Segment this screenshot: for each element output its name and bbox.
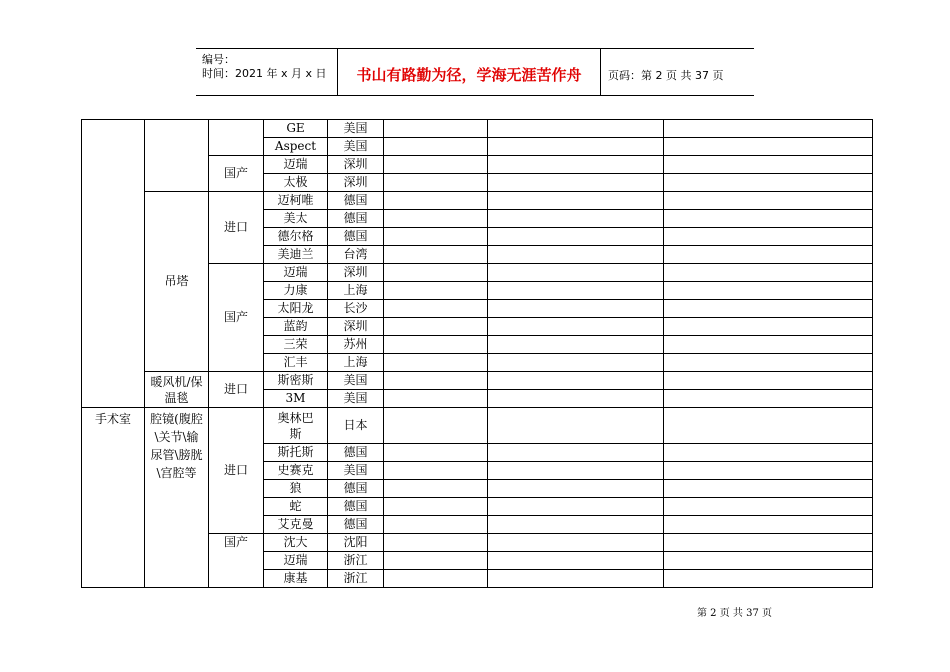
empty-cell: [664, 570, 873, 588]
empty-cell: [384, 498, 488, 516]
empty-cell: [488, 444, 664, 462]
brand-cell: Aspect: [264, 138, 328, 156]
place-cell: 台湾: [328, 246, 384, 264]
brand-cell: 康基: [264, 570, 328, 588]
empty-cell: [664, 318, 873, 336]
place-cell: 苏州: [328, 336, 384, 354]
origin-cell: 国产: [209, 264, 264, 372]
empty-cell: [664, 534, 873, 552]
place-cell: 深圳: [328, 174, 384, 192]
brand-cell: 汇丰: [264, 354, 328, 372]
empty-cell: [488, 156, 664, 174]
place-cell: 浙江: [328, 552, 384, 570]
brand-cell: 太极: [264, 174, 328, 192]
empty-cell: [664, 498, 873, 516]
category-cell: 吊塔: [145, 192, 209, 372]
empty-cell: [664, 354, 873, 372]
brand-cell: 迈瑞: [264, 264, 328, 282]
empty-cell: [488, 408, 664, 444]
category-cell: 腔镜(腹腔\关节\输尿管\膀胱\宫腔等: [145, 408, 209, 588]
brand-cell: 斯密斯: [264, 372, 328, 390]
place-cell: 上海: [328, 354, 384, 372]
category-cell: 暖风机/保温毯: [145, 372, 209, 408]
origin-cell: 进口: [209, 192, 264, 264]
empty-cell: [664, 282, 873, 300]
brand-cell: 美太: [264, 210, 328, 228]
empty-cell: [488, 246, 664, 264]
equipment-table: [81, 119, 873, 588]
empty-cell: [664, 120, 873, 138]
brand-cell: 蓝韵: [264, 318, 328, 336]
place-cell: 德国: [328, 498, 384, 516]
brand-cell: 沈大: [264, 534, 328, 552]
empty-cell: [384, 228, 488, 246]
brand-cell: 太阳龙: [264, 300, 328, 318]
table-row: [82, 408, 873, 444]
dept-cell: 手术室: [82, 408, 145, 588]
brand-cell: 艾克曼: [264, 516, 328, 534]
place-cell: 美国: [328, 462, 384, 480]
empty-cell: [664, 444, 873, 462]
empty-cell: [488, 228, 664, 246]
place-cell: 美国: [328, 390, 384, 408]
empty-cell: [488, 390, 664, 408]
empty-cell: [488, 552, 664, 570]
empty-cell: [384, 156, 488, 174]
empty-cell: [664, 300, 873, 318]
place-cell: 浙江: [328, 570, 384, 588]
header-meta: [202, 53, 327, 81]
empty-cell: [384, 462, 488, 480]
empty-cell: [384, 372, 488, 390]
place-cell: 沈阳: [328, 534, 384, 552]
table-row: [82, 120, 873, 138]
empty-cell: [384, 570, 488, 588]
empty-cell: [664, 552, 873, 570]
empty-cell: [384, 246, 488, 264]
empty-cell: [488, 120, 664, 138]
brand-cell: 斯托斯: [264, 444, 328, 462]
empty-cell: [664, 462, 873, 480]
brand-cell: 史赛克: [264, 462, 328, 480]
empty-cell: [664, 336, 873, 354]
place-cell: 深圳: [328, 156, 384, 174]
origin-cell: 进口: [209, 372, 264, 408]
empty-cell: [384, 390, 488, 408]
place-cell: 美国: [328, 120, 384, 138]
empty-cell: [384, 444, 488, 462]
empty-cell: [664, 372, 873, 390]
empty-cell: [384, 120, 488, 138]
header-page-info: 页码：第 2 页 共 37 页: [608, 69, 724, 82]
table-row: [82, 192, 873, 210]
place-cell: 美国: [328, 138, 384, 156]
empty-cell: [664, 138, 873, 156]
empty-cell: [384, 480, 488, 498]
header-motto: 书山有路勤为径，学海无涯苦作舟: [356, 66, 582, 84]
header-divider: [600, 49, 601, 95]
empty-cell: [664, 228, 873, 246]
category-cell: [145, 120, 209, 192]
empty-cell: [488, 498, 664, 516]
brand-cell: 迈瑞: [264, 552, 328, 570]
place-cell: 德国: [328, 444, 384, 462]
brand-cell: 狼: [264, 480, 328, 498]
empty-cell: [664, 390, 873, 408]
empty-cell: [384, 300, 488, 318]
origin-cell: 国产: [209, 534, 264, 588]
empty-cell: [664, 246, 873, 264]
brand-cell: 奥林巴斯: [264, 408, 328, 444]
empty-cell: [488, 534, 664, 552]
empty-cell: [488, 354, 664, 372]
empty-cell: [384, 354, 488, 372]
empty-cell: [664, 264, 873, 282]
empty-cell: [488, 336, 664, 354]
page-header: [196, 48, 754, 96]
empty-cell: [488, 480, 664, 498]
empty-cell: [664, 516, 873, 534]
place-cell: 德国: [328, 480, 384, 498]
place-cell: 美国: [328, 372, 384, 390]
empty-cell: [384, 264, 488, 282]
place-cell: 德国: [328, 228, 384, 246]
empty-cell: [384, 318, 488, 336]
empty-cell: [488, 264, 664, 282]
place-cell: 德国: [328, 210, 384, 228]
empty-cell: [488, 174, 664, 192]
place-cell: 长沙: [328, 300, 384, 318]
empty-cell: [384, 552, 488, 570]
empty-cell: [384, 282, 488, 300]
place-cell: 日本: [328, 408, 384, 444]
brand-cell: GE: [264, 120, 328, 138]
brand-cell: 力康: [264, 282, 328, 300]
empty-cell: [384, 174, 488, 192]
empty-cell: [488, 282, 664, 300]
empty-cell: [384, 192, 488, 210]
empty-cell: [384, 210, 488, 228]
empty-cell: [384, 336, 488, 354]
empty-cell: [664, 408, 873, 444]
code-label: 编号：: [202, 53, 235, 66]
empty-cell: [488, 372, 664, 390]
brand-cell: 3M: [264, 390, 328, 408]
place-cell: 德国: [328, 516, 384, 534]
brand-cell: 蛇: [264, 498, 328, 516]
empty-cell: [664, 210, 873, 228]
empty-cell: [488, 570, 664, 588]
dept-cell: [82, 120, 145, 408]
empty-cell: [384, 534, 488, 552]
brand-cell: 迈瑞: [264, 156, 328, 174]
empty-cell: [664, 192, 873, 210]
time-label: 时间：2021 年 x 月 x 日: [202, 67, 327, 80]
empty-cell: [664, 480, 873, 498]
brand-cell: 美迪兰: [264, 246, 328, 264]
place-cell: 深圳: [328, 318, 384, 336]
empty-cell: [664, 174, 873, 192]
empty-cell: [488, 462, 664, 480]
place-cell: 德国: [328, 192, 384, 210]
origin-cell: [209, 120, 264, 156]
brand-cell: 迈柯唯: [264, 192, 328, 210]
empty-cell: [488, 300, 664, 318]
empty-cell: [488, 516, 664, 534]
empty-cell: [488, 192, 664, 210]
empty-cell: [384, 516, 488, 534]
empty-cell: [384, 138, 488, 156]
empty-cell: [664, 156, 873, 174]
origin-cell: 国产: [209, 156, 264, 192]
place-cell: 上海: [328, 282, 384, 300]
page-footer: 第 2 页 共 37 页: [697, 608, 772, 619]
empty-cell: [488, 318, 664, 336]
empty-cell: [488, 138, 664, 156]
origin-cell: 进口: [209, 408, 264, 534]
empty-cell: [488, 210, 664, 228]
brand-cell: 德尔格: [264, 228, 328, 246]
empty-cell: [384, 408, 488, 444]
brand-cell: 三荣: [264, 336, 328, 354]
table-row: [82, 372, 873, 390]
place-cell: 深圳: [328, 264, 384, 282]
